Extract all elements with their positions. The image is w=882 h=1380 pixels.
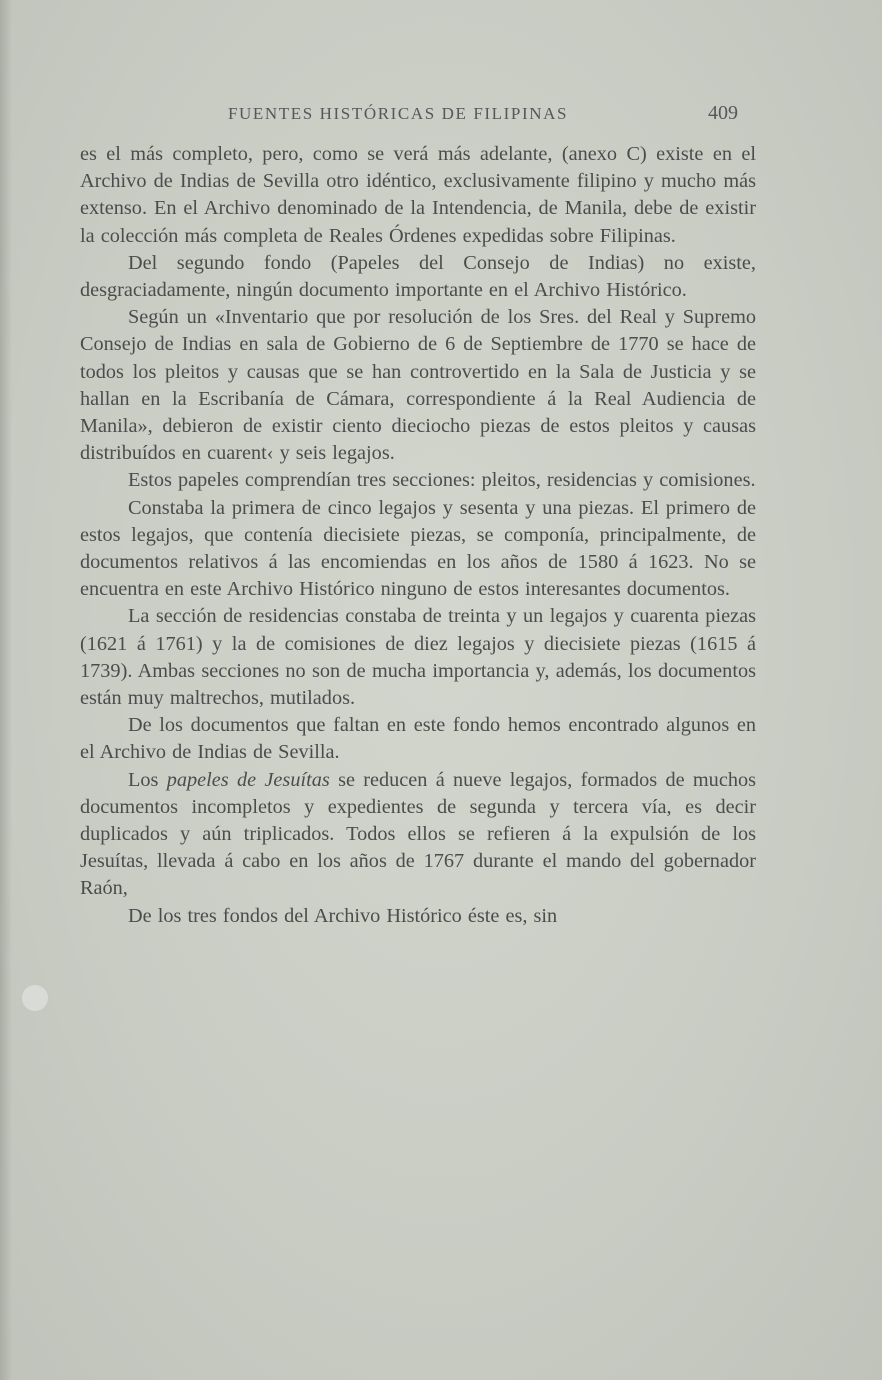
- body-text: [80, 141, 756, 930]
- italic-phrase: papeles de Jesuítas: [166, 768, 330, 791]
- paper-blemish: [22, 985, 48, 1011]
- paragraph: De los documentos que faltan en este fondo hemos encontrado algunos en el Archivo de Indias de Sevilla.: [80, 714, 756, 764]
- paragraph: Constaba la primera de cinco legajos y sesenta y una piezas. El primero de estos legajos, que contenía diecisiete piezas, se componía, principalmente, de documentos relativos á las encomiendas en los años de 1580 á 1623. No se encuentra en este Archivo Histórico ninguno de estos interesantes documentos.: [80, 496, 756, 601]
- paragraph-jesuitas: [80, 767, 756, 903]
- paragraph-lead: Los: [128, 768, 167, 791]
- paragraph: es el más completo, pero, como se verá más adelante, (anexo C) existe en el Archivo de Indias de Sevilla otro idéntico, exclusivamente filipino y mucho más extenso. En el Archivo denominado de la Intendencia, de Manila, debe de existir la colección más completa de Reales Órdenes expedidas sobre Filipinas.: [80, 143, 756, 247]
- paragraph: Estos papeles comprendían tres secciones: pleitos, residencias y comisiones.: [128, 469, 756, 492]
- paragraph: Del segundo fondo (Papeles del Consejo de Indias) no existe, desgraciadamente, ningún documento importante en el Archivo Histórico.: [80, 251, 756, 302]
- page-number: 409: [708, 102, 738, 124]
- paragraph-rest: se reducen á nueve legajos, formados de muchos documentos incompletos y expedientes de segunda y tercera vía, es decir duplicados y aún triplicados. Todos ellos se refieren á la expulsión de los Jesuítas, llevada á cabo en los años de 1767 durante el mando del gobernador Raón,: [80, 768, 756, 900]
- page-header: [80, 104, 740, 130]
- running-title: FUENTES HISTÓRICAS DE FILIPINAS: [228, 104, 569, 123]
- page-edge-shadow: [0, 0, 12, 1380]
- paragraph: La sección de residencias constaba de treinta y un legajos y cuarenta piezas (1621 á 1761) y la de comisiones de diez legajos y diecisiete piezas (1615 á 1739). Ambas secciones no son de mucha importancia y, además, los documentos están muy maltrechos, mutilados.: [80, 605, 756, 710]
- paragraph: De los tres fondos del Archivo Histórico éste es, sin: [128, 904, 558, 927]
- paragraph: Según un «Inventario que por resolución de los Sres. del Real y Supremo Consejo de Indias en sala de Gobierno de 6 de Septiembre de 1770 se hace de todos los pleitos y causas que se han controvertido en la Sala de Justicia y se hallan en la Escribanía de Cámara, correspondiente á la Real Audiencia de Manila», debieron de existir ciento dieciocho piezas de estos pleitos y causas distribuídos en cuarent‹ y seis legajos.: [80, 306, 756, 465]
